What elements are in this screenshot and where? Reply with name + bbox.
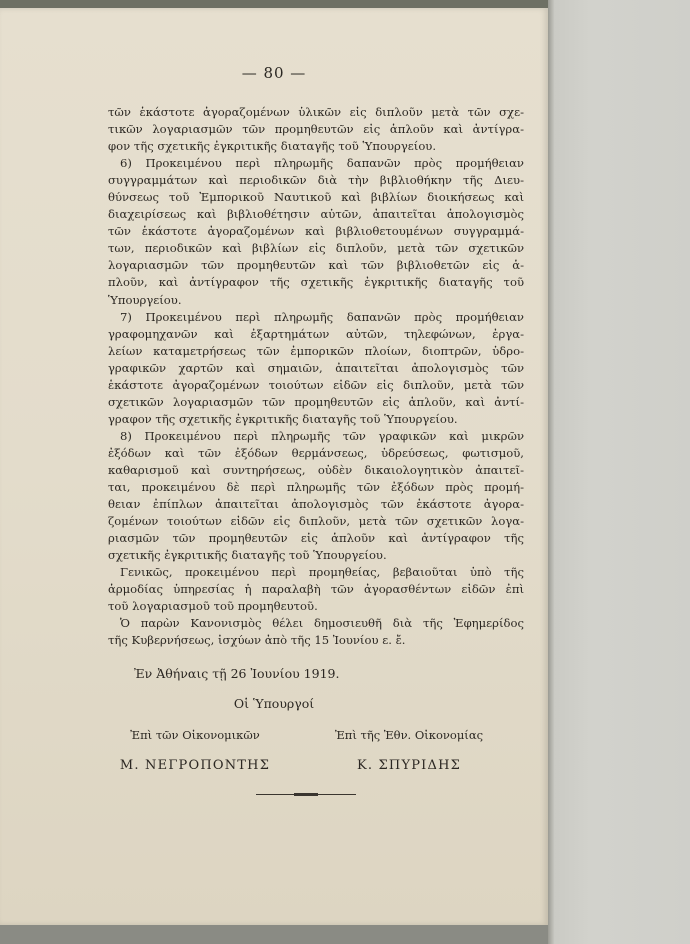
text-line: καθαρισμοῦ καὶ συντηρήσεως, οὐδὲν δικαιολογητικὸν ἀπαιτεῖ- [108,462,524,477]
text-line: τῶν ἑκάστοτε ἀγοραζομένων καὶ βιβλιοθετουμένων συγγραμμά- [108,224,524,239]
text-line: διαχειρίσεως καὶ βιβλιοθέτησιν αὐτῶν, ἀπαιτεῖται ἀπολογισμὸς [108,207,524,222]
signature-left [110,728,280,773]
background-strip-top [0,0,548,8]
backing-paper-edge [548,0,554,944]
signature-left-title: Ἐπὶ τῶν Οἰκονομικῶν [130,728,260,742]
text-line: τικῶν λογαριασμῶν τῶν προμηθευτῶν εἰς ἁπλοῦν καὶ ἀντίγρα- [108,122,524,137]
signature-right [306,728,512,773]
closing-rule-center [294,793,318,796]
backing-paper [548,0,690,944]
document-page [0,8,548,925]
body-text [108,104,524,650]
text-line: γραφον τῆς σχετικῆς ἐγκριτικῆς διαταγῆς τοῦ Ὑπουργείου. [108,411,458,426]
text-line: 6) Προκειμένου περὶ πληρωμῆς δαπανῶν πρὸς προμήθειαν [120,156,524,171]
text-line: Γενικῶς, προκειμένου περὶ προμηθείας, βεβαιοῦται ὑπὸ τῆς [120,565,524,580]
text-line: συγγραμμάτων καὶ περιοδικῶν διὰ τὴν βιβλιοθήκην τῆς Διευ- [108,173,524,188]
text-line: γραφικῶν χαρτῶν καὶ σημαιῶν, ἀπαιτεῖται ἀπολογισμὸς τῶν [108,360,524,375]
text-line: τῆς Κυβερνήσεως, ἰσχύων ἀπὸ τῆς 15 Ἰουνίου ε. ἔ. [108,633,406,648]
text-line: τοῦ λογαριασμοῦ τοῦ προμηθευτοῦ. [108,599,318,614]
background-strip-bottom [0,925,548,944]
text-line: φον τῆς σχετικῆς ἐγκριτικῆς διαταγῆς τοῦ Ὑπουργείου. [108,139,437,154]
signature-right-title: Ἐπὶ τῆς Ἐθν. Οἰκονομίας [334,728,484,742]
signature-left-name: Μ. ΝΕΓΡΟΠΟΝΤΗΣ [119,758,271,773]
text-line: σχετικῶν λογαριασμῶν τῶν προμηθευτῶν εἰς ἁπλοῦν, καὶ ἀντί- [108,394,524,409]
text-line: λογαριασμῶν τῶν προμηθευτῶν καὶ τῶν βιβλιοθετῶν εἰς ἁ- [108,258,524,273]
text-line: 7) Προκειμένου περὶ πληρωμῆς δαπανῶν πρὸς προμήθειαν [120,309,524,324]
text-line: τῶν ἑκάστοτε ἀγοραζομένων ὑλικῶν εἰς διπλοῦν μετὰ τῶν σχε- [108,105,524,119]
text-line: ριασμῶν τῶν προμηθευτῶν εἰς ἁπλοῦν καὶ ἀντίγραφον τῆς [108,531,524,546]
text-line: γραφομηχανῶν καὶ ἐξαρτημάτων αὐτῶν, τηλεφώνων, ἐργα- [108,326,524,341]
text-line: ἐξόδων καὶ τῶν ἐξόδων θερμάνσεως, ὑδρεύσεως, φωτισμοῦ, [108,445,524,460]
text-line: θύνσεως τοῦ Ἐμπορικοῦ Ναυτικοῦ καὶ βιβλίων διοικήσεως καὶ [108,190,524,205]
text-line: ἑκάστοτε ἀγοραζομένων τοιούτων εἰδῶν εἰς διπλοῦν, μετὰ τῶν [108,377,524,392]
text-line: 8) Προκειμένου περὶ πληρωμῆς τῶν γραφικῶν καὶ μικρῶν [120,428,524,443]
text-line: ται, προκειμένου δὲ περὶ πληρωμῆς τῶν ἐξόδων πρὸς προμή- [108,480,524,495]
text-line: σχετικῆς ἐγκριτικῆς διαταγῆς τοῦ Ὑπουργείου. [108,548,387,563]
ministers-heading: Οἱ Ὑπουργοί [233,696,315,711]
page-number: — 80 — [241,64,307,82]
signature-right-name: Κ. ΣΠΥΡΙΔΗΣ [356,758,462,773]
text-line: Ὁ παρὼν Κανονισμὸς θέλει δημοσιευθῆ διὰ τῆς Ἐφημερίδος [120,616,524,631]
text-line: Ὑπουργείου. [108,292,182,307]
text-line: ἁρμοδίας ὑπηρεσίας ἡ παραλαβὴ τῶν ἀγορασθέντων εἰδῶν ἐπὶ [108,582,524,597]
text-line: θειαν ἐπίπλων ἀπαιτεῖται ἀπολογισμὸς τῶν ἑκάστοτε ἀγορα- [108,497,524,512]
text-line: των, περιοδικῶν καὶ βιβλίων εἰς διπλοῦν, μετὰ τῶν σχετικῶν [108,241,524,256]
text-line: ζομένων τοιούτων εἰδῶν εἰς διπλοῦν, μετὰ τῶν σχετικῶν λογα- [108,514,524,529]
date-line: Ἐν Ἀθήναις τῇ 26 Ἰουνίου 1919. [134,666,340,681]
text-line: λείων καταμετρήσεως τῶν ἐμπορικῶν πλοίων, διοπτρῶν, ὑδρο- [108,343,524,358]
text-line: πλοῦν, καὶ ἀντίγραφον τῆς σχετικῆς ἐγκριτικῆς διαταγῆς τοῦ [108,275,524,290]
